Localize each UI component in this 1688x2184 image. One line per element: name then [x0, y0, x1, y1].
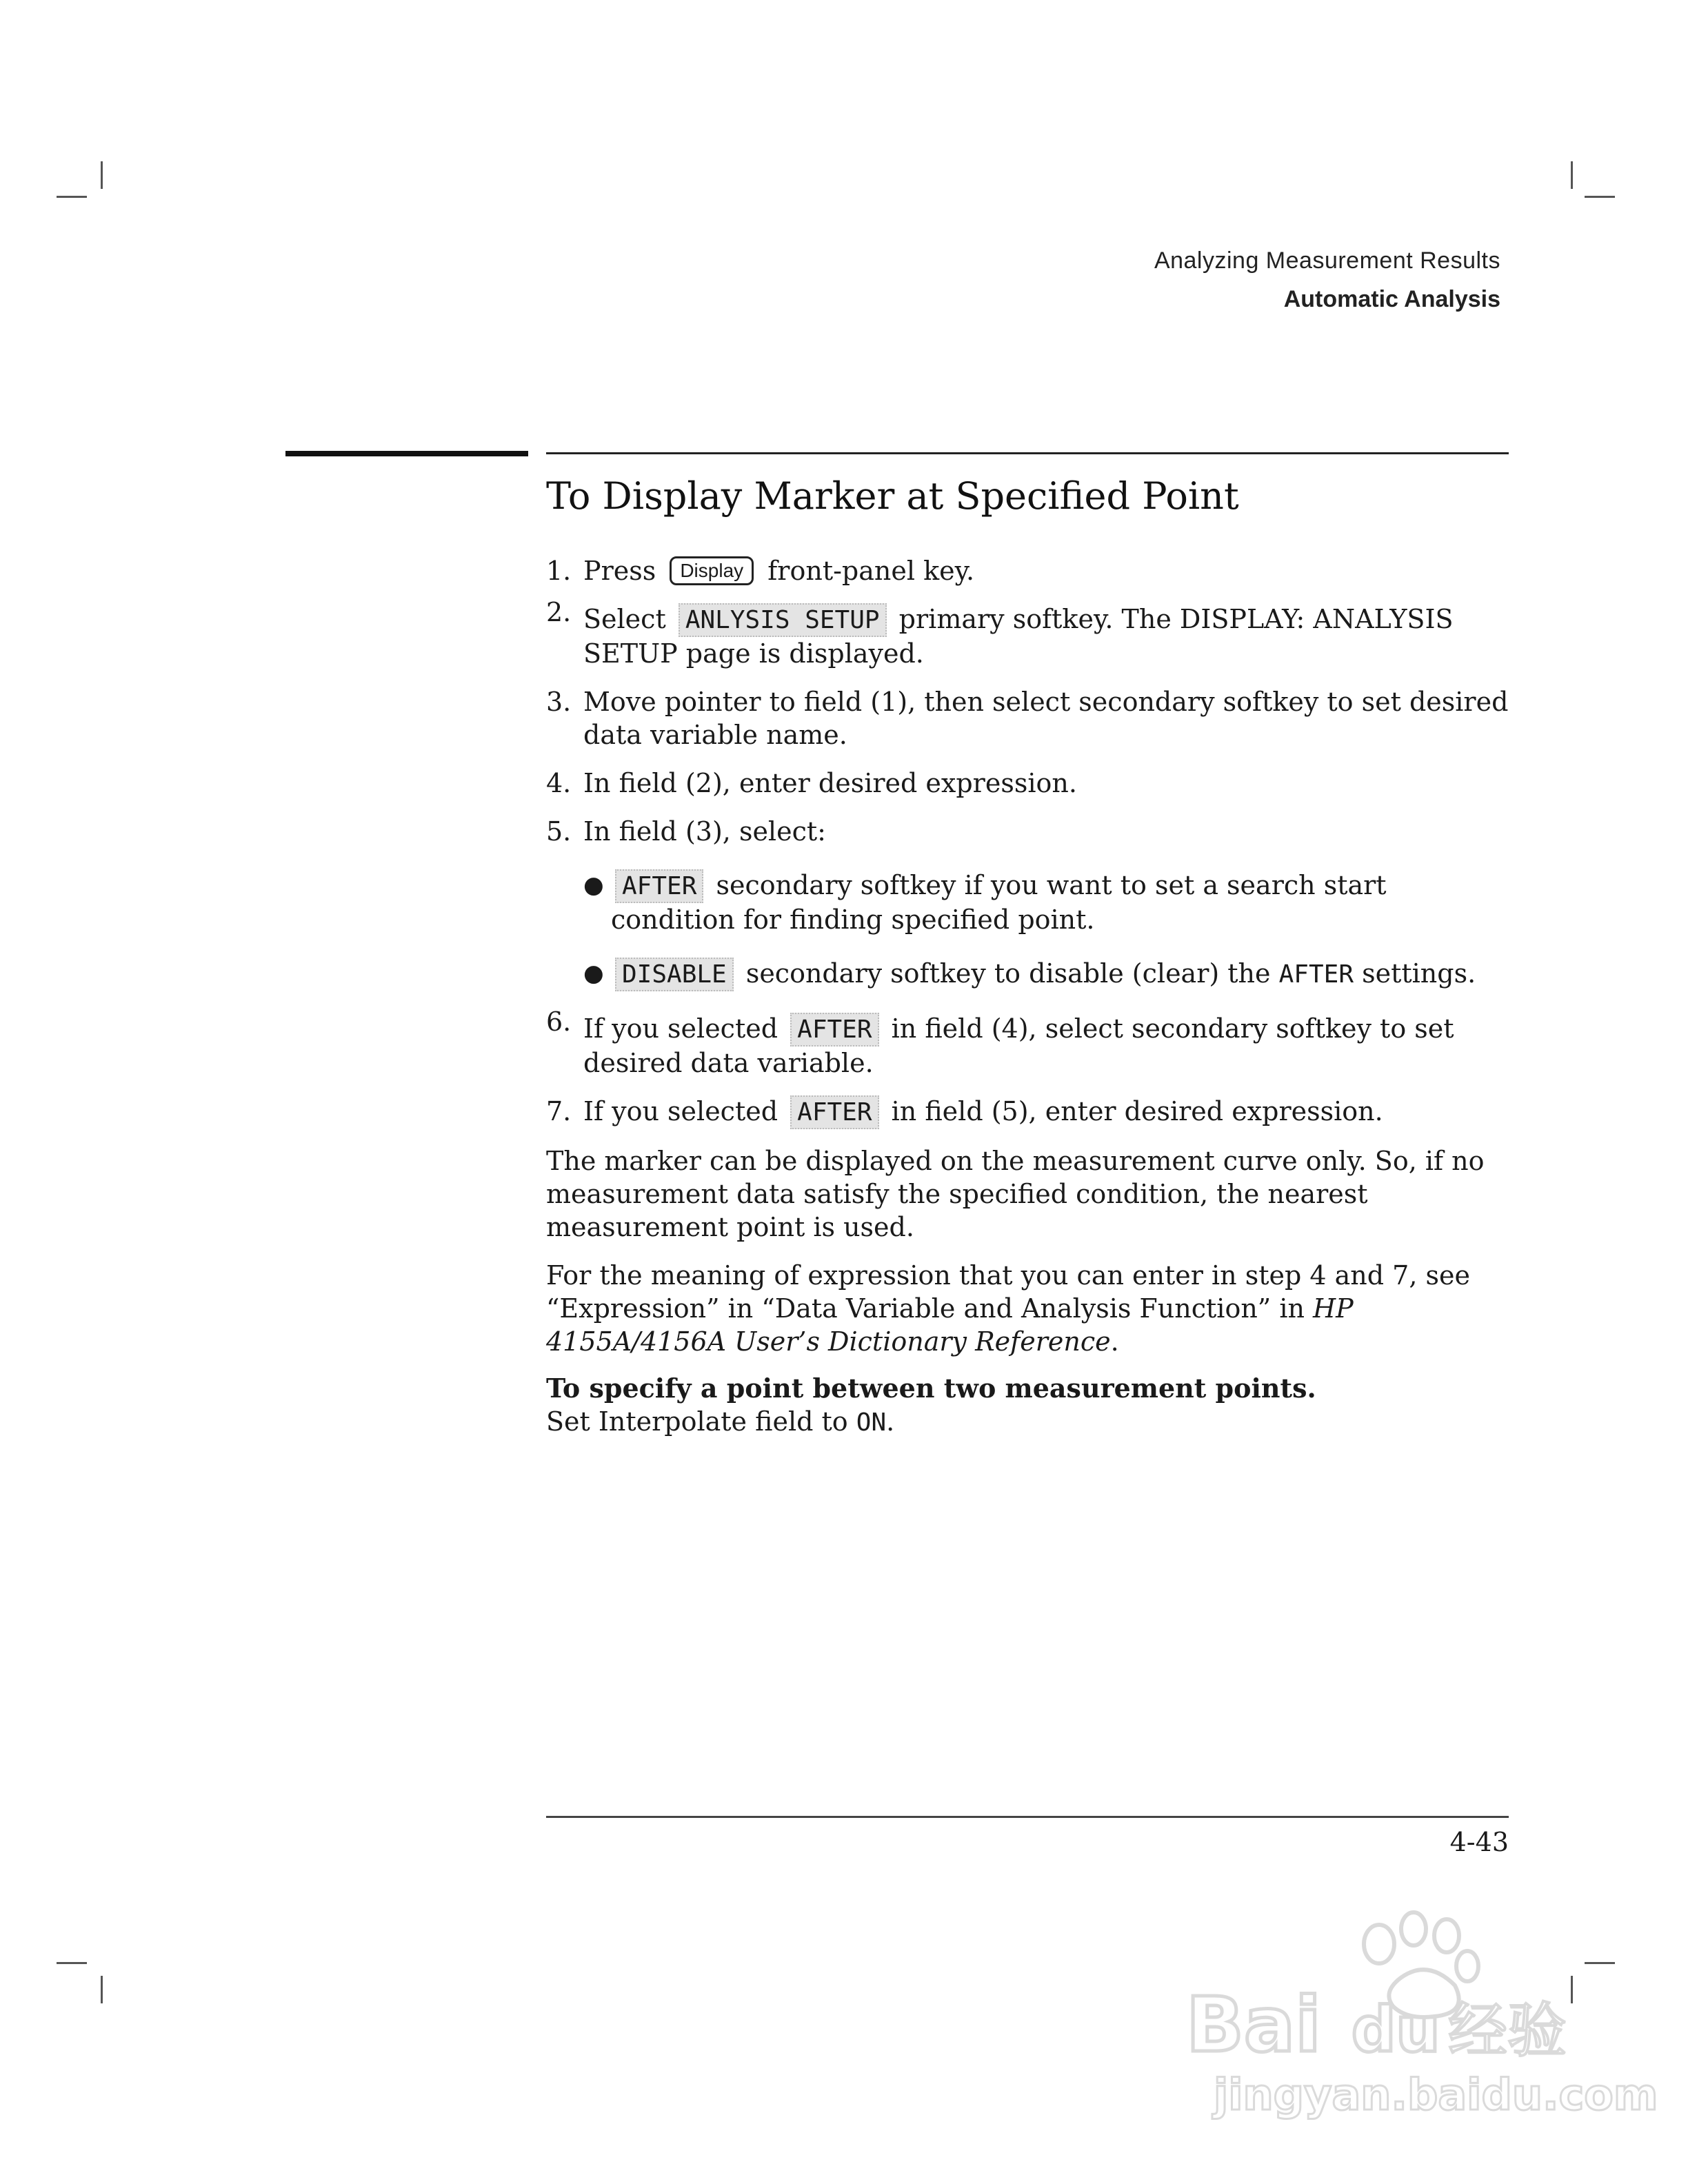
step-number: 5. — [546, 816, 572, 847]
step-text: In field (2), enter desired expression. — [583, 768, 1077, 798]
step-text: Select — [583, 604, 666, 634]
expression-reference — [546, 1259, 1511, 1358]
svg-text:du: du — [1352, 1994, 1440, 2066]
step-text: In field (3), select: — [583, 816, 826, 847]
reference-text: For the meaning of expression that you can enter in step 4 and 7, see “Expression” in “Data Variable and Analysis Function” in — [546, 1260, 1470, 1324]
reference-end: . — [1110, 1326, 1119, 1357]
step-2 — [546, 597, 1511, 670]
bullet-icon: ● — [583, 871, 604, 899]
baidu-watermark-logo — [1172, 1903, 1658, 2123]
code-on: ON — [856, 1408, 887, 1437]
step-number: 2. — [546, 597, 572, 627]
display-key: Display — [670, 556, 754, 585]
crop-mark — [57, 1962, 87, 1964]
step-text: in field (4), select secondary softkey to set desired data variable. — [583, 1013, 1454, 1078]
step-text: If you selected — [583, 1096, 778, 1126]
svg-text:Bai: Bai — [1186, 1981, 1321, 2069]
crop-mark — [57, 196, 87, 198]
section-title: Automatic Analysis — [1283, 286, 1500, 312]
crop-mark — [1585, 1962, 1615, 1964]
title-rule-thick — [285, 451, 528, 456]
svg-text:jingyan.baidu.com: jingyan.baidu.com — [1214, 2070, 1658, 2120]
step-text: in field (5), enter desired expression. — [891, 1096, 1383, 1126]
step-5 — [546, 815, 1511, 848]
select-options — [546, 869, 1511, 991]
step-7 — [546, 1095, 1511, 1129]
step-number: 7. — [546, 1096, 572, 1126]
step-4 — [546, 767, 1511, 800]
tip-body: Set Interpolate field to — [546, 1406, 848, 1437]
crop-mark — [101, 161, 103, 189]
step-6 — [546, 1007, 1511, 1080]
page-title: To Display Marker at Specified Point — [546, 474, 1239, 518]
chapter-title: Analyzing Measurement Results — [1154, 247, 1500, 274]
step-number: 4. — [546, 768, 572, 798]
bullet-icon: ● — [583, 960, 604, 987]
step-text: Move pointer to field (1), then select secondary softkey to set desired data variable name. — [583, 687, 1509, 750]
step-number: 1. — [546, 556, 572, 586]
step-text: front-panel key. — [767, 556, 975, 586]
step-number: 6. — [546, 1007, 572, 1037]
softkey-after: AFTER — [615, 869, 703, 903]
footer-rule — [546, 1816, 1509, 1818]
step-text: primary softkey. The DISPLAY: ANALYSIS SETUP page is displayed. — [583, 604, 1454, 669]
softkey-anlysis-setup: ANLYSIS SETUP — [679, 603, 887, 637]
crop-mark — [1571, 161, 1573, 189]
running-head — [1154, 241, 1500, 318]
marker-note: The marker can be displayed on the measurement curve only. So, if no measurement data satisfy the specified condition, the nearest measurement point is used. — [546, 1146, 1485, 1242]
step-number: 3. — [546, 687, 572, 717]
softkey-after: AFTER — [790, 1095, 878, 1129]
bullet-text: secondary softkey to disable (clear) the — [745, 958, 1271, 989]
crop-mark — [1585, 196, 1615, 198]
bullet-text: secondary softkey if you want to set a search start condition for finding specified point. — [611, 870, 1387, 935]
tip-end: . — [886, 1406, 895, 1437]
page-number: 4-43 — [1449, 1827, 1509, 1857]
crop-mark — [101, 1976, 103, 2003]
tip-heading: To specify a point between two measurement points. — [546, 1373, 1316, 1404]
tip-text — [546, 1405, 1511, 1439]
page-content — [546, 469, 1511, 1439]
manual-title: HP 4155A/4156A User’s Dictionary Reference — [546, 1293, 1354, 1357]
step-1 — [546, 554, 1511, 587]
code-after: AFTER — [1278, 960, 1354, 989]
softkey-disable: DISABLE — [615, 958, 734, 991]
step-text: Press — [583, 556, 656, 586]
step-text: If you selected — [583, 1013, 778, 1044]
bullet-text: settings. — [1362, 958, 1476, 989]
softkey-after: AFTER — [790, 1013, 878, 1046]
title-rule-thin — [546, 452, 1509, 454]
step-3 — [546, 685, 1511, 751]
list-item — [546, 957, 1511, 991]
svg-text:经验: 经验 — [1448, 1996, 1567, 2065]
list-item — [546, 869, 1511, 936]
